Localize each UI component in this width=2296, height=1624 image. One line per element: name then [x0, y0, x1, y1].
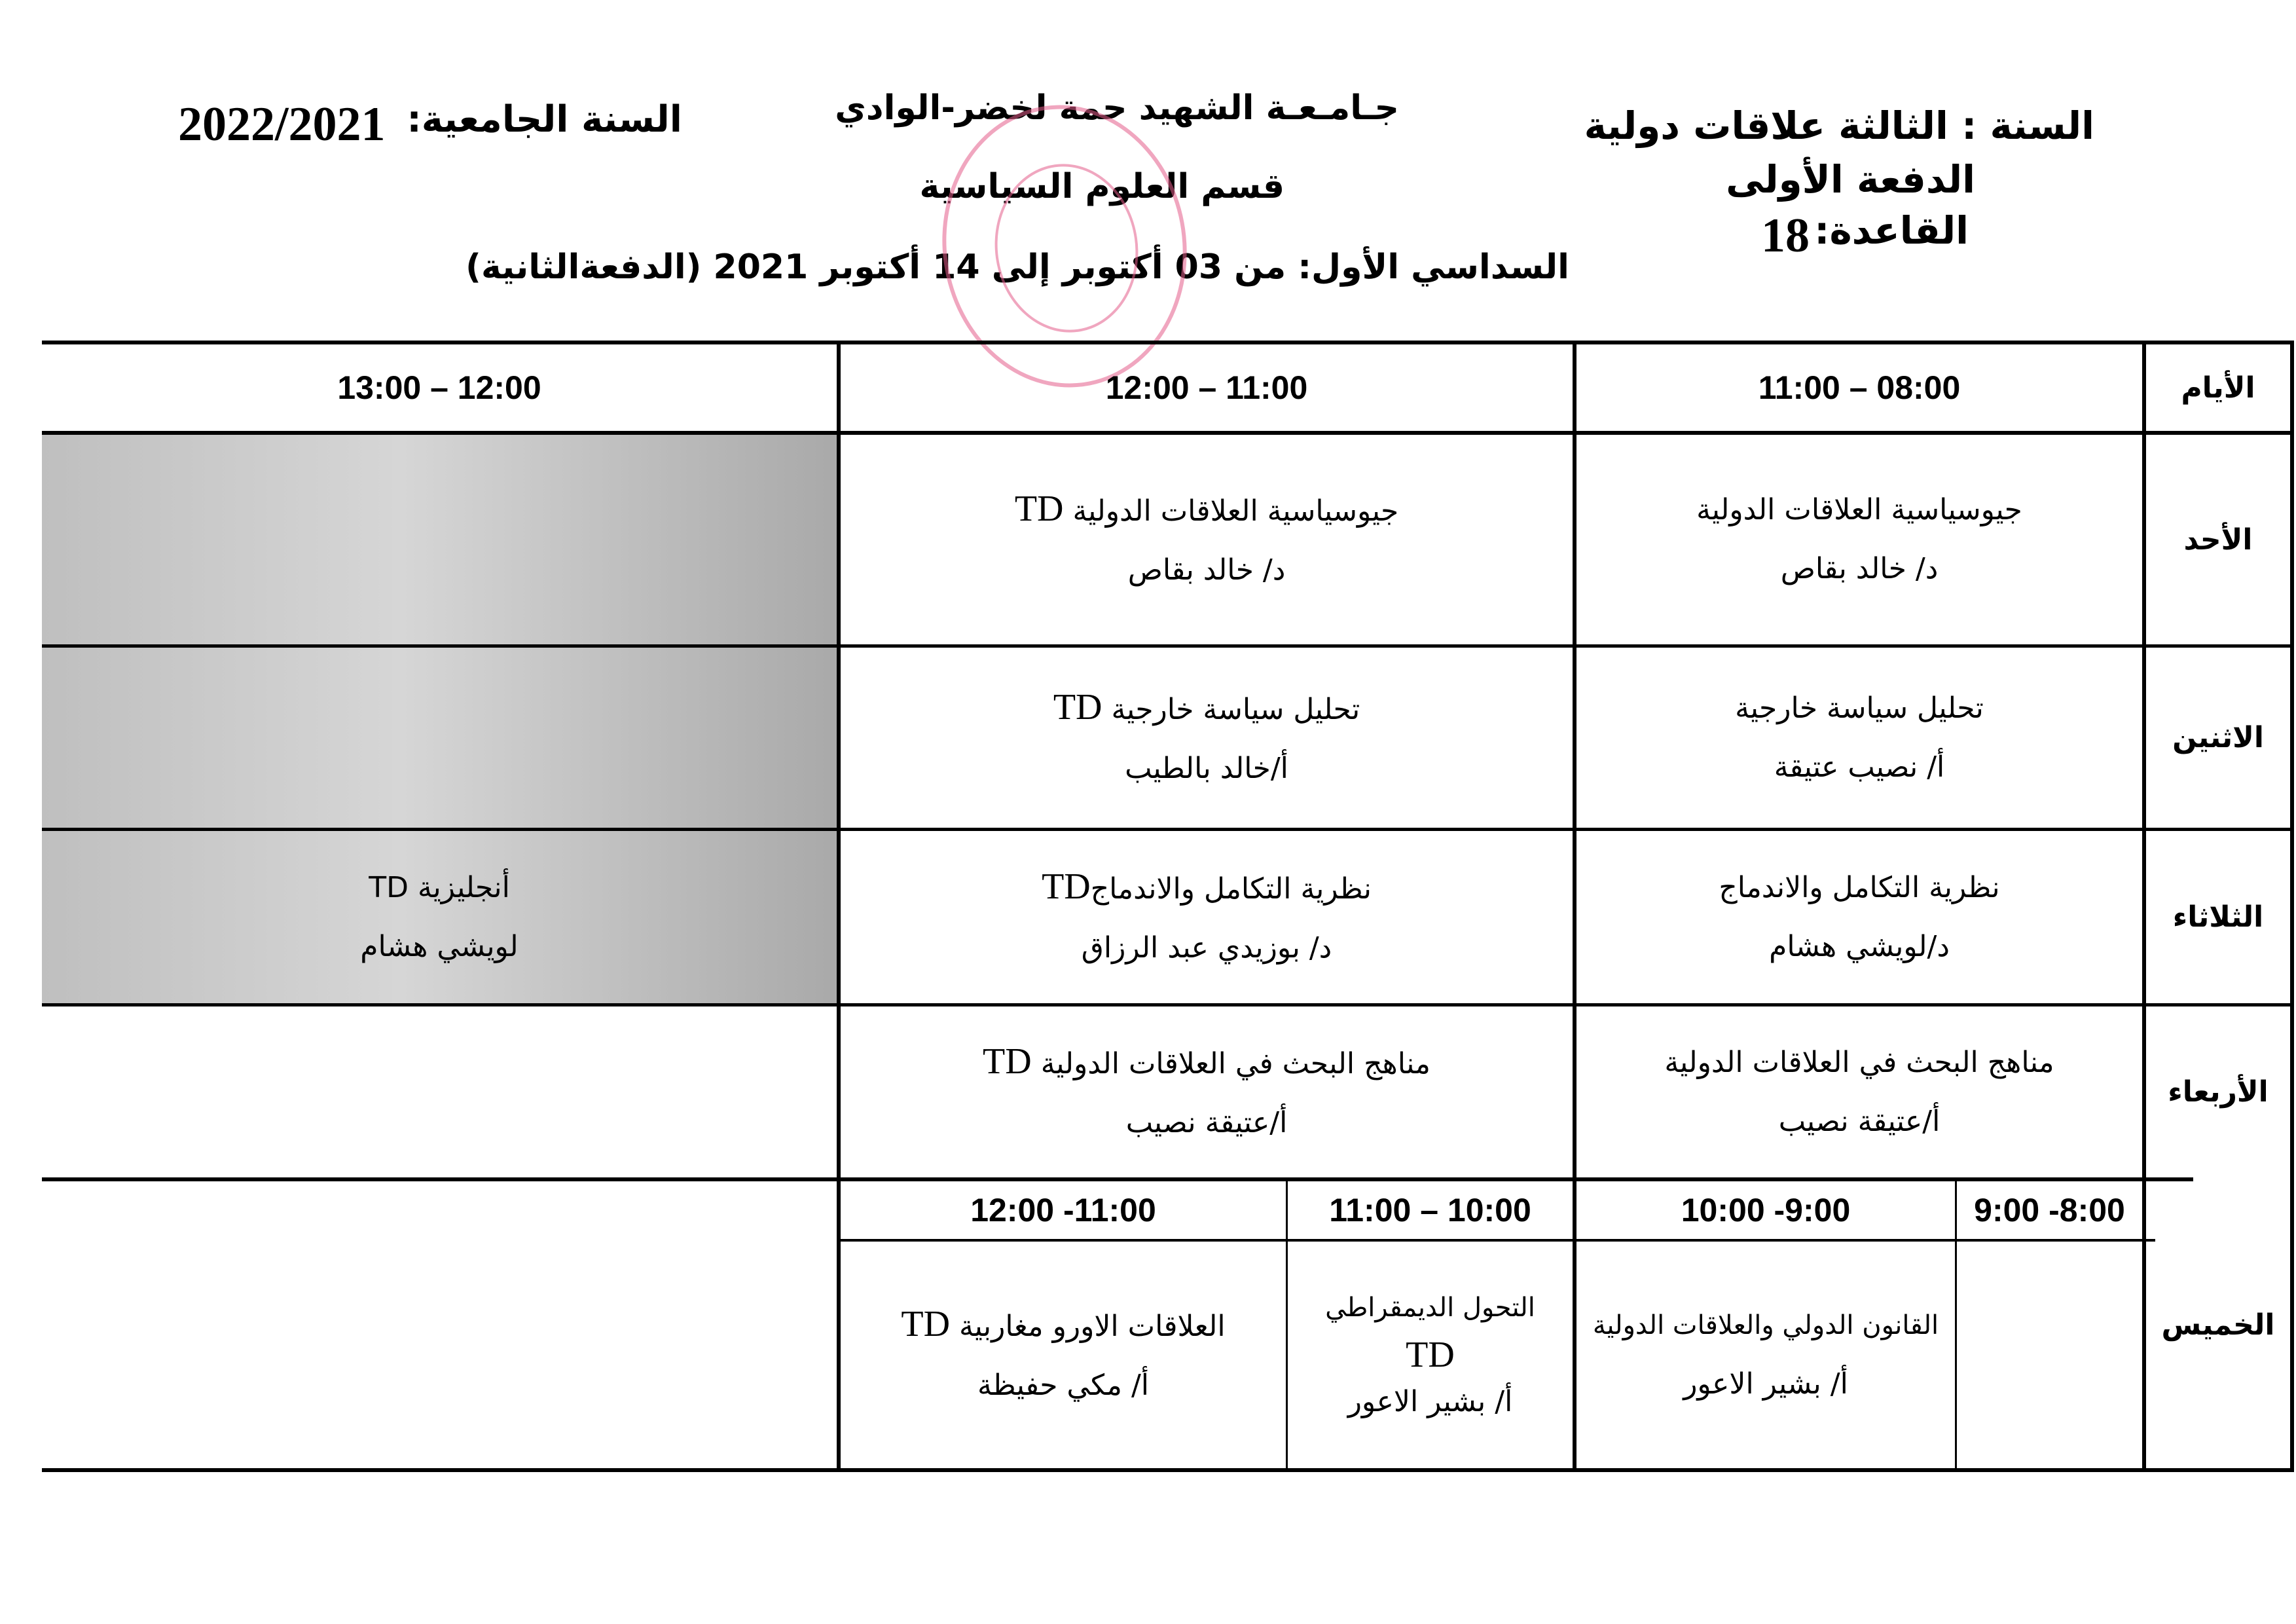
day-tuesday: الثلاثاء [2172, 900, 2264, 934]
days-column-header: الأيام [2181, 371, 2255, 405]
subject-name [369, 868, 510, 908]
academic-year-value: 2022/2021 [178, 98, 386, 151]
td-tag: TD [1042, 866, 1091, 907]
subject-name: جيوسياسية العلاقات الدولية [1696, 493, 2022, 526]
teacher-name: أ/ مكي حفيظة [977, 1369, 1149, 1402]
sunday-slot2-class [841, 435, 1573, 644]
subject-text: مناهج البحث في العلاقات الدولية [1040, 1046, 1430, 1080]
table-border-right [2290, 341, 2294, 1472]
thursday-c3-class [1288, 1242, 1573, 1468]
teacher-name: د/ خالد بقاص [1127, 553, 1286, 587]
empty-slot-shading-monday [42, 648, 839, 830]
day-wednesday: الأربعاء [2168, 1075, 2269, 1109]
subject-text: أنجليزية [417, 870, 510, 904]
empty-slot-shading-sunday [42, 435, 839, 648]
subject-name [1042, 867, 1372, 909]
thursday-time-4: 12:00 -11:00 [970, 1192, 1156, 1228]
subject-name [983, 1042, 1430, 1084]
subject-text: جيوسياسية العلاقات الدولية [1072, 494, 1399, 528]
thursday-c2-class [1576, 1242, 1955, 1468]
time-slot-2: 12:00 – 11:00 [1105, 369, 1308, 406]
subject-name [1053, 688, 1360, 729]
monday-slot1-class [1576, 648, 2142, 828]
teacher-name: د/ بوزيدي عبد الرزاق [1081, 931, 1332, 965]
wednesday-slot2-class [841, 1006, 1573, 1177]
teacher-name: أ/عتيقة نصيب [1778, 1104, 1941, 1138]
td-tag: TD [983, 1041, 1032, 1082]
subject-name [901, 1304, 1225, 1346]
subject-text: نظرية التكامل والاندماج [1090, 872, 1372, 906]
teacher-name: أ/عتيقة نصيب [1125, 1105, 1288, 1139]
thursday-time-1: 9:00 -8:00 [1974, 1192, 2125, 1228]
thursday-time-3: 11:00 – 10:00 [1329, 1192, 1531, 1228]
sunday-slot1-class [1576, 435, 2142, 644]
tuesday-slot3-class [42, 831, 837, 1003]
thursday-c4-class [841, 1242, 1286, 1468]
monday-slot2-class [841, 648, 1573, 828]
teacher-name: د/لويشي هشام [1769, 929, 1950, 963]
department-name: قسم العلوم السياسية [919, 167, 1285, 206]
semester-dates: السداسي الأول: من 03 أكتوبر إلى 14 أكتوبر 2021 (الدفعةالثانية) [465, 248, 1569, 287]
time-slot-3: 13:00 – 12:00 [337, 369, 541, 406]
td-tag: TD [1406, 1335, 1455, 1375]
wednesday-slot1-class [1576, 1006, 2142, 1177]
subject-name: القانون الدولي والعلاقات الدولية [1592, 1310, 1939, 1340]
teacher-name: أ/ بشير الاعور [1683, 1367, 1848, 1401]
teacher-name: أ/ بشير الاعور [1347, 1385, 1513, 1418]
subject-text: تحليل سياسة خارجية [1111, 692, 1360, 726]
subject-name: مناهج البحث في العلاقات الدولية [1664, 1045, 2054, 1079]
level-title: السنة : الثالثة علاقات دولية [1584, 103, 2094, 148]
teacher-name: أ/ نصيب عتيقة [1774, 750, 1945, 784]
day-thursday: الخميس [2161, 1308, 2275, 1342]
teacher-name: أ/خالد بالطيب [1125, 751, 1288, 785]
teacher-name: لويشي هشام [360, 929, 519, 963]
day-sunday: الأحد [2183, 523, 2253, 557]
university-name: جـامـعـة الشهيد حمة لخضر-الوادي [835, 88, 1399, 128]
thursday-time-2: 10:00 -9:00 [1681, 1192, 1851, 1228]
tuesday-slot1-class [1576, 831, 2142, 1003]
subject-name: نظرية التكامل والاندماج [1719, 870, 2000, 904]
cohort-title: الدفعة الأولى [1726, 157, 1975, 202]
academic-year-label: السنة الجامعية: [407, 98, 682, 141]
room-label: القاعدة: [1814, 208, 1969, 253]
td-tag: TD [369, 870, 409, 904]
tuesday-slot2-class [841, 831, 1573, 1003]
subject-text: العلاقات الاورو مغاربية [959, 1310, 1226, 1343]
subject-name [1015, 489, 1398, 531]
subject-name: تحليل سياسة خارجية [1735, 691, 1984, 725]
time-slot-1: 11:00 – 08:00 [1758, 369, 1961, 406]
td-tag: TD [1014, 489, 1064, 529]
room-value: 18 [1761, 209, 1810, 263]
day-monday: الاثنين [2172, 721, 2264, 754]
teacher-name: د/ خالد بقاص [1780, 552, 1939, 585]
subject-name: التحول الديمقراطي [1325, 1293, 1535, 1323]
td-tag: TD [1053, 686, 1102, 728]
td-tag: TD [901, 1304, 951, 1344]
